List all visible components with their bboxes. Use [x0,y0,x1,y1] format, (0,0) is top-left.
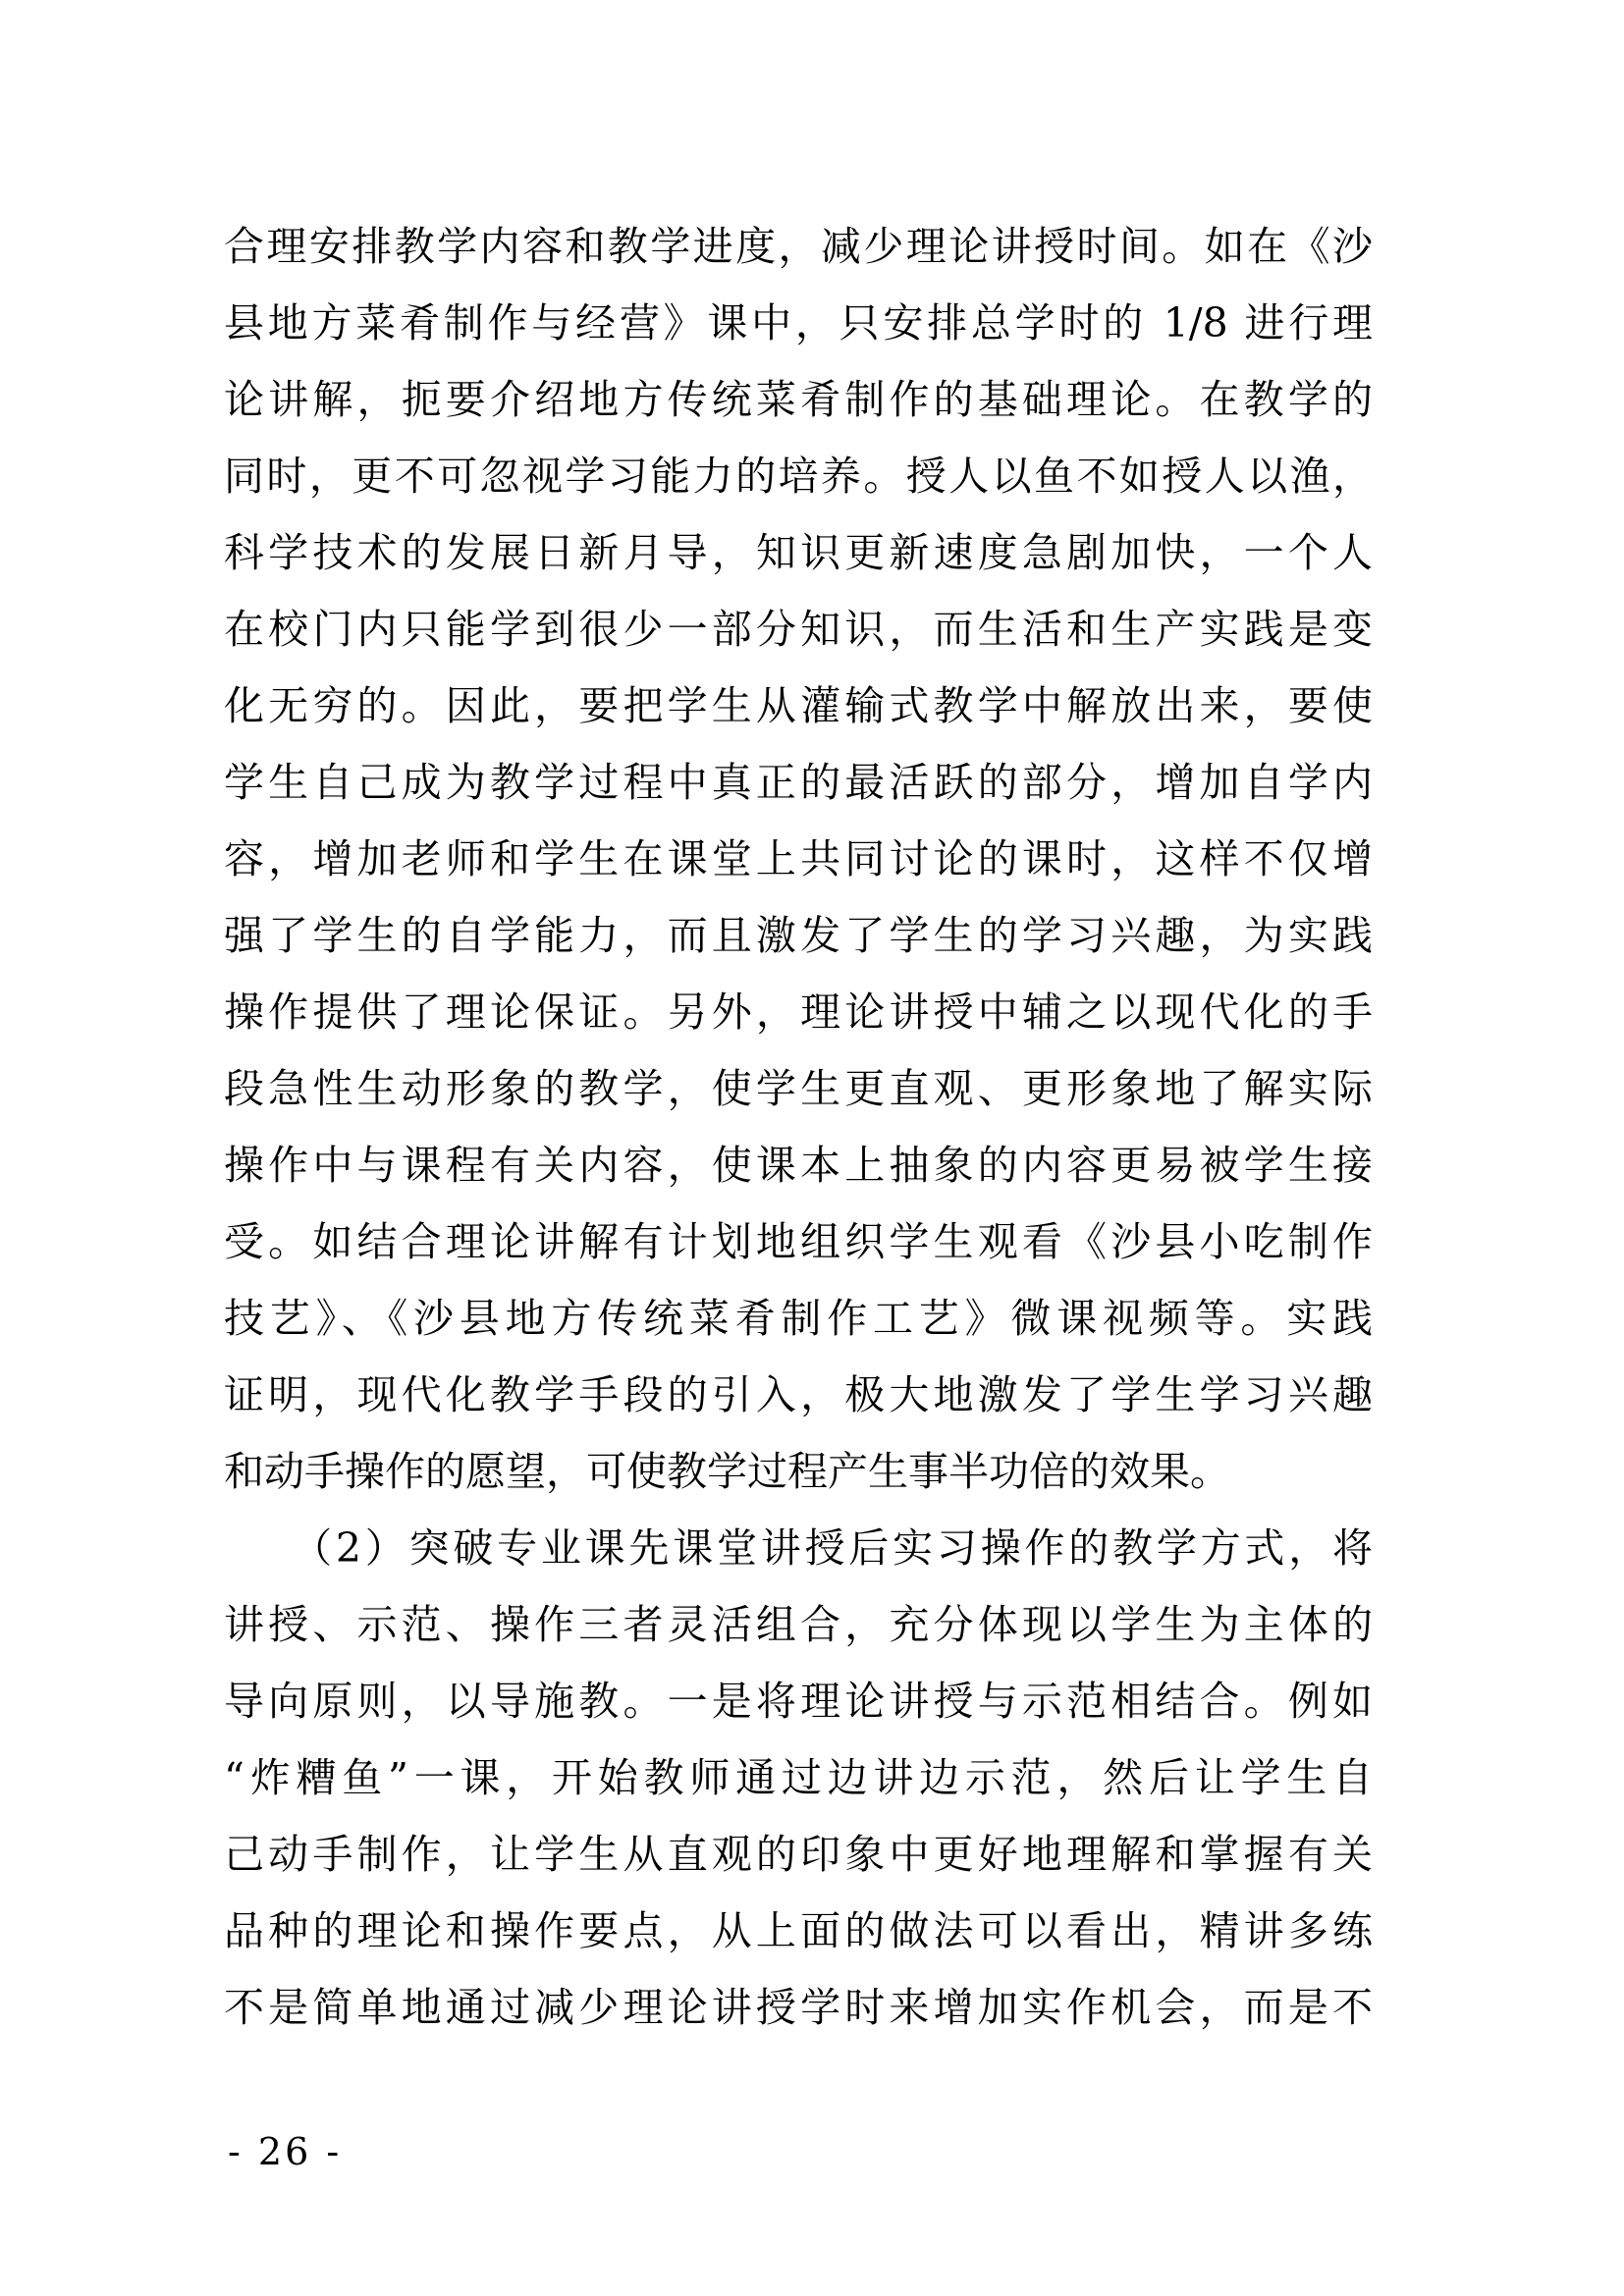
text-line-13: 操作中与课程有关内容，使课本上抽象的内容更易被学生接 [224,1142,1373,1189]
text-line-4: 同时，更不可忽视学习能力的培养。授人以鱼不如授人以渔， [224,453,1373,500]
text-line-9: 容，增加老师和学生在课堂上共同讨论的课时，这样不仅增 [224,835,1373,882]
text-line-14: 受。如结合理论讲解有计划地组织学生观看《沙县小吃制作 [224,1218,1373,1265]
text-line-3: 论讲解，扼要介绍地方传统菜肴制作的基础理论。在教学的 [224,376,1373,423]
text-line-18: （2）突破专业课先课堂讲授后实习操作的教学方式，将 [224,1524,1373,1572]
text-line-23: 品种的理论和操作要点，从上面的做法可以看出，精讲多练 [224,1907,1373,1954]
text-line-1: 合理安排教学内容和教学进度，减少理论讲授时间。如在《沙 [224,223,1373,270]
text-line-19: 讲授、示范、操作三者灵活组合，充分体现以学生为主体的 [224,1601,1373,1648]
text-line-6: 在校门内只能学到很少一部分知识，而生活和生产实践是变 [224,606,1373,653]
text-line-20: 导向原则，以导施教。一是将理论讲授与示范相结合。例如 [224,1678,1373,1725]
body-text-block [224,208,1373,2046]
text-line-2: 县地方菜肴制作与经营》课中，只安排总学时的 1/8 进行理 [224,299,1373,347]
text-line-12: 段急性生动形象的教学，使学生更直观、更形象地了解实际 [224,1065,1373,1112]
text-line-16: 证明，现代化教学手段的引入，极大地激发了学生学习兴趣 [224,1371,1373,1418]
text-line-22: 己动手制作，让学生从直观的印象中更好地理解和掌握有关 [224,1831,1373,1878]
text-line-15: 技艺》、《沙县地方传统菜肴制作工艺》微课视频等。实践 [224,1295,1373,1342]
page-number: - 26 - [228,2130,343,2173]
text-line-24: 不是简单地通过减少理论讲授学时来增加实作机会，而是不 [224,1984,1373,2031]
text-line-21: “炸糟鱼”一课，开始教师通过边讲边示范，然后让学生自 [224,1754,1373,1801]
text-line-8: 学生自己成为教学过程中真正的最活跃的部分，增加自学内 [224,759,1373,806]
text-line-7: 化无穷的。因此，要把学生从灌输式教学中解放出来，要使 [224,682,1373,729]
text-line-17: 和动手操作的愿望，可使教学过程产生事半功倍的效果。 [224,1448,1230,1495]
text-line-5: 科学技术的发展日新月导，知识更新速度急剧加快，一个人 [224,529,1373,576]
text-line-10: 强了学生的自学能力，而且激发了学生的学习兴趣，为实践 [224,912,1373,959]
text-line-11: 操作提供了理论保证。另外，理论讲授中辅之以现代化的手 [224,988,1373,1036]
